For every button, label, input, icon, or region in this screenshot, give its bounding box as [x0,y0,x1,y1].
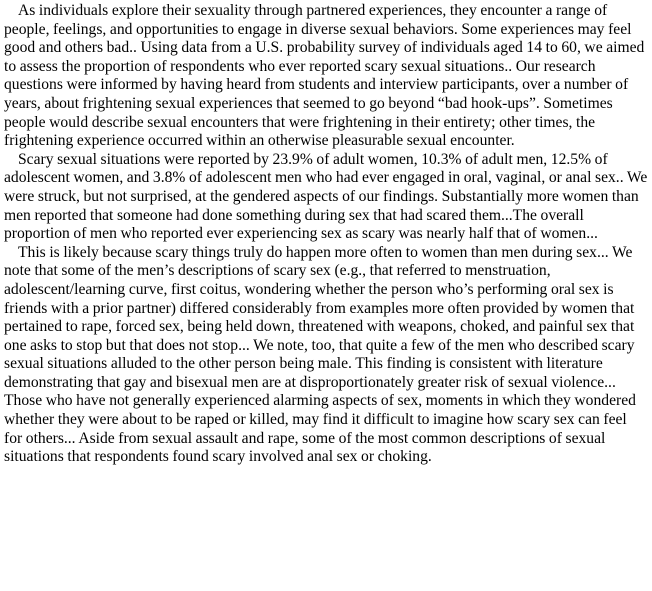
paragraph-intro: As individuals explore their sexuality through partnered experiences, they encounter a range of people, feelings, and opportunities to engage in diverse sexual behaviors. Some experiences may feel good and others bad.. Using data from a U.S. probability survey of individuals aged 14 to 60, we aimed to assess the proportion of respondents who ever reported scary sexual situations.. Our research questions were informed by having heard from students and interview participants, over a number of years, about frightening sexual experiences that seemed to go beyond “bad hook-ups”. Sometimes people would describe sexual encounters that were frightening in their entirety; other times, the frightening experience occurred within an otherwise pleasurable sexual encounter. [4,2,645,150]
paragraph-discussion: This is likely because scary things truly do happen more often to women than men during sex... We note that some of the men’s descriptions of scary sex (e.g., that referred to menstruation, adolescent/learning curve, first coitus, wondering whether the person who’s performing oral sex is friends with a prior partner) differed considerably from examples more often provided by women that pertained to rape, forced sex, being held down, threatened with weapons, choked, and painful sex that one asks to stop but that does not stop... We note, too, that quite a few of the men who described scary sexual situations alluded to the other person being male. This finding is consistent with literature demonstrating that gay and bisexual men are at disproportionately greater risk of sexual violence... Those who have not generally experienced alarming aspects of sex, moments in which they wondered whether they were about to be raped or killed, may find it difficult to imagine how scary sex can feel for others... Aside from sexual assault and rape, some of the most common descriptions of sexual situations that respondents found scary involved anal sex or choking. [4,243,636,466]
paragraph-findings: Scary sexual situations were reported by 23.9% of adult women, 10.3% of adult men, 12.5% of adolescent women, and 3.8% of adolescent men who had ever engaged in oral, vaginal, or anal sex.. We were struck, but not surprised, at the gendered aspects of our findings. Substantially more women than men reported that someone had done something during sex that had scared them...The overall proportion of men who reported ever experiencing sex as scary was nearly half that of women... [4,150,648,243]
